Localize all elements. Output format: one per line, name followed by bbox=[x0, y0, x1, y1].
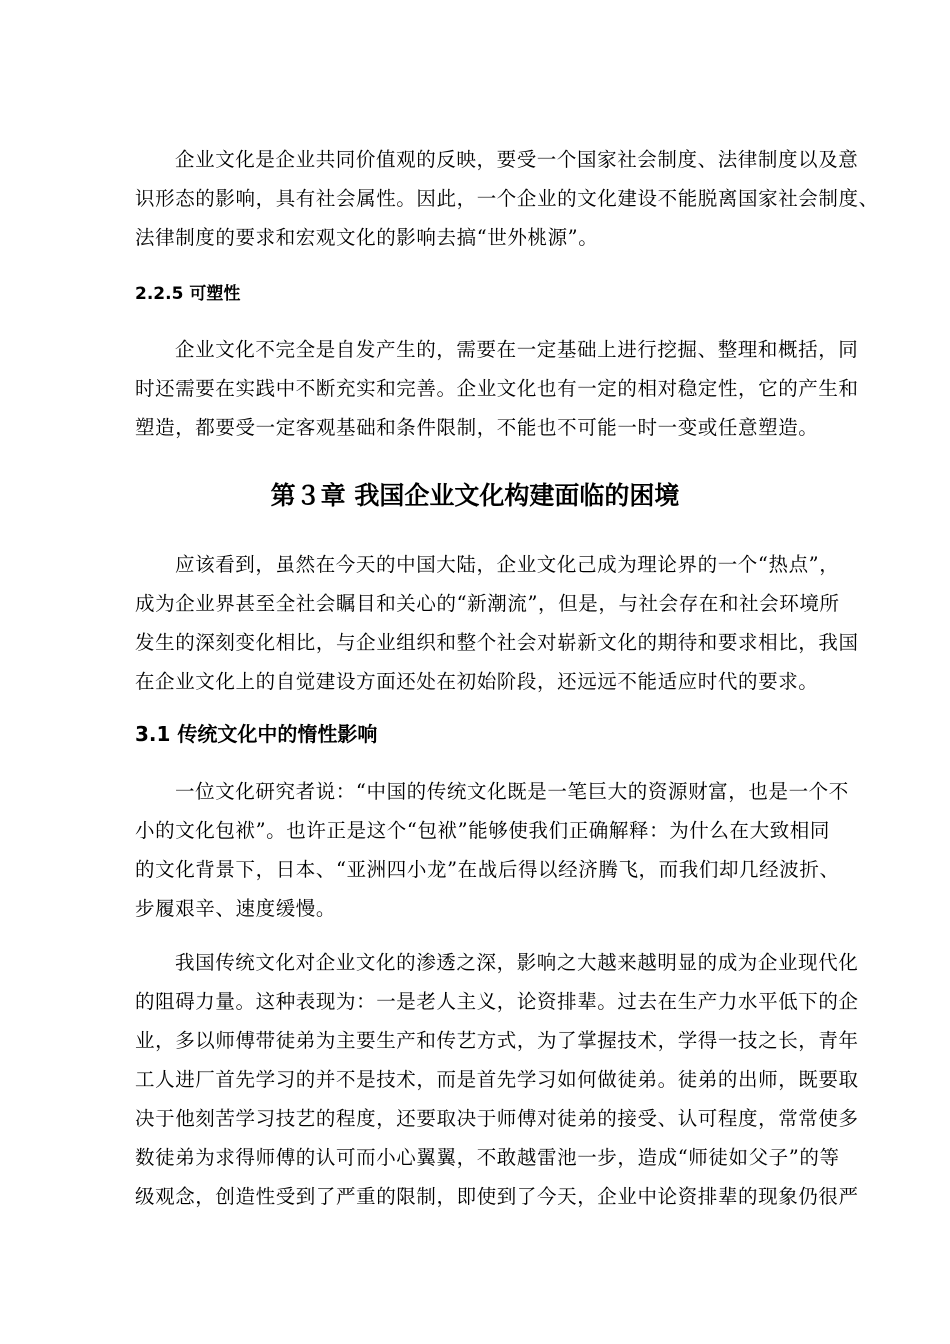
text-line: 成为企业界甚至全社会瞩目和关心的“新潮流”，但是，与社会存在和社会环境所 bbox=[135, 592, 840, 615]
text-line: 我国传统文化对企业文化的渗透之深，影响之大越来越明显的成为企业现代化 bbox=[175, 951, 859, 974]
text-line: 级观念，创造性受到了严重的限制，即使到了今天，企业中论资排辈的现象仍很严 bbox=[135, 1185, 859, 1208]
section-heading-3-1: 3.1 传统文化中的惰性影响 bbox=[135, 722, 378, 746]
text-line: 企业文化不完全是自发产生的，需要在一定基础上进行挖掘、整理和概括，同 bbox=[175, 338, 859, 361]
text-line: 的阻碍力量。这种表现为：一是老人主义，论资排辈。过去在生产力水平低下的企 bbox=[135, 990, 859, 1013]
chapter-title: 第３章 我国企业文化构建面临的困境 bbox=[270, 481, 680, 510]
text-line: 的文化背景下，日本、“亚洲四小龙”在战后得以经济腾飞，而我们却几经波折、 bbox=[135, 858, 840, 881]
text-line: 法律制度的要求和宏观文化的影响去搞“世外桃源”。 bbox=[135, 226, 599, 249]
text-line: 时还需要在实践中不断充实和完善。企业文化也有一定的相对稳定性，它的产生和 bbox=[135, 377, 859, 400]
text-line: 应该看到，虽然在今天的中国大陆，企业文化己成为理论界的一个“热点”， bbox=[175, 553, 840, 576]
text-line: 一位文化研究者说：“中国的传统文化既是一笔巨大的资源财富，也是一个不 bbox=[175, 780, 849, 803]
text-line: 小的文化包袱”。也许正是这个“包袱”能够使我们正确解释：为什么在大致相同 bbox=[135, 819, 831, 842]
text-line: 塑造，都要受一定客观基础和条件限制，不能也不可能一时一变或任意塑造。 bbox=[135, 416, 819, 439]
text-line: 在企业文化上的自觉建设方面还处在初始阶段，还远远不能适应时代的要求。 bbox=[135, 670, 819, 693]
text-line: 决于他刻苦学习技艺的程度，还要取决于师傅对徒弟的接受、认可程度，常常使多 bbox=[135, 1107, 859, 1130]
text-line: 工人进厂首先学习的并不是技术，而是首先学习如何做徒弟。徒弟的出师，既要取 bbox=[135, 1068, 859, 1091]
text-line: 业，多以师傅带徒弟为主要生产和传艺方式，为了掌握技术，学得一技之长，青年 bbox=[135, 1029, 859, 1052]
text-line: 发生的深刻变化相比，与企业组织和整个社会对崭新文化的期待和要求相比，我国 bbox=[135, 631, 859, 654]
text-line: 识形态的影响，具有社会属性。因此，一个企业的文化建设不能脱离国家社会制度、 bbox=[135, 187, 879, 210]
text-line: 企业文化是企业共同价值观的反映，要受一个国家社会制度、法律制度以及意 bbox=[175, 148, 859, 171]
text-line: 步履艰辛、速度缓慢。 bbox=[135, 897, 337, 920]
text-line: 数徒弟为求得师傅的认可而小心翼翼，不敢越雷池一步，造成“师徒如父子”的等 bbox=[135, 1146, 840, 1169]
section-heading-2-2-5: 2.2.5 可塑性 bbox=[135, 284, 241, 304]
